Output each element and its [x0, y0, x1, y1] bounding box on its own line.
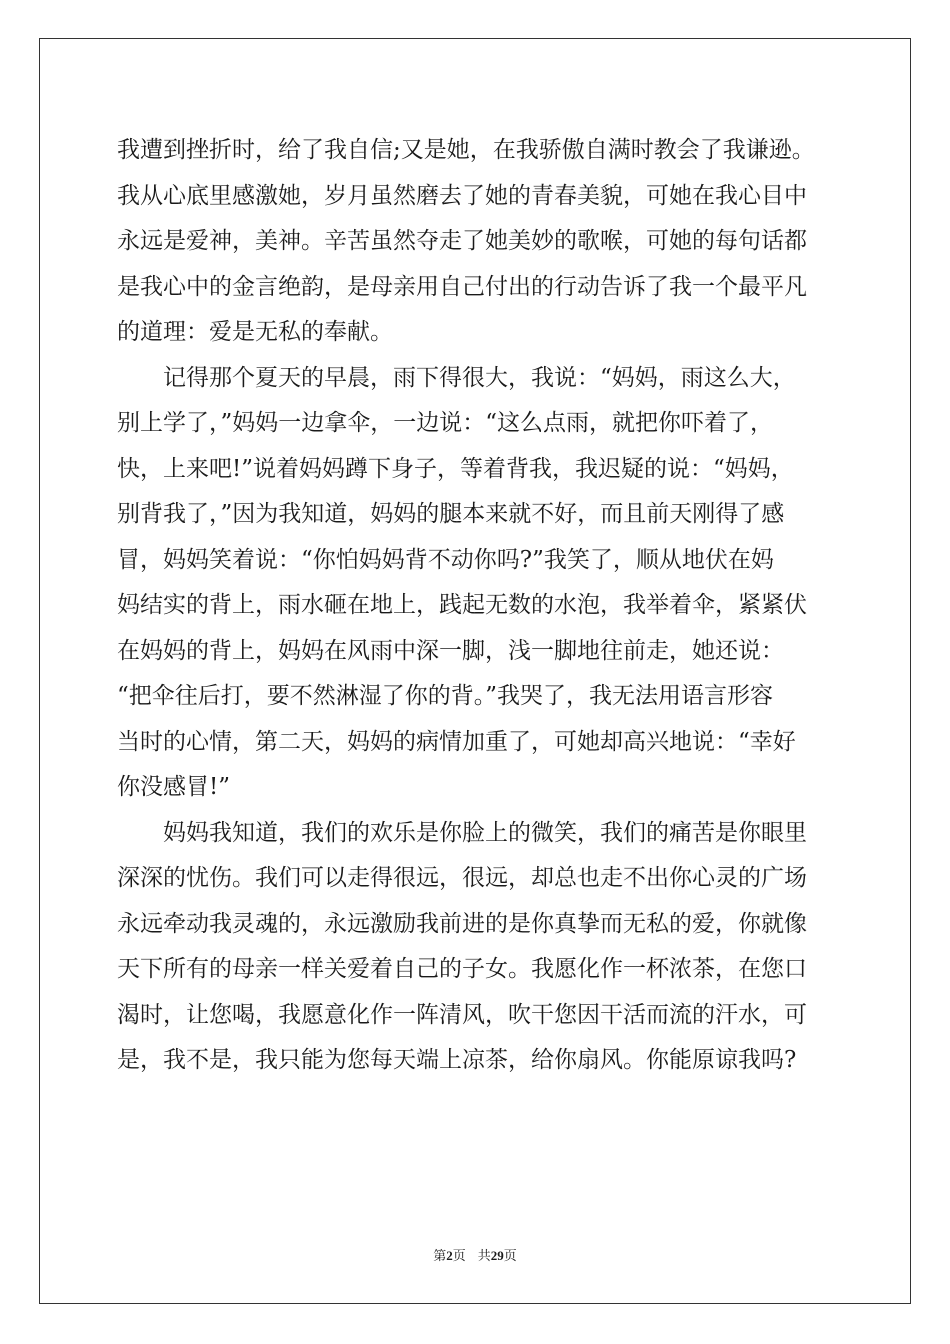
page-suffix: 页	[452, 1249, 466, 1264]
text-line: 当时的心情，第二天，妈妈的病情加重了，可她却高兴地说：“幸好	[117, 728, 796, 755]
text-line: 别背我了，”因为我知道，妈妈的腿本来就不好，而且前天刚得了感	[117, 501, 785, 527]
text-line: 别上学了，”妈妈一边拿伞，一边说：“这么点雨，就把你吓着了，	[117, 410, 774, 436]
text-line: 我从心底里感激她，岁月虽然磨去了她的青春美貌，可她在我心目中	[117, 182, 807, 209]
text-line: 永远牵动我灵魂的，永远激励我前进的是你真挚而无私的爱，你就像	[117, 910, 807, 937]
page-footer	[0, 1247, 950, 1266]
page-number: 2	[446, 1248, 453, 1263]
text-line: 妈结实的背上，雨水砸在地上，践起无数的水泡，我举着伞，紧紧伏	[117, 592, 807, 618]
total-pages: 29	[490, 1248, 504, 1263]
text-line: “把伞往后打，要不然淋湿了你的背。”我哭了，我无法用语言形容	[117, 683, 774, 709]
text-line: 在妈妈的背上，妈妈在风雨中深一脚，浅一脚地往前走，她还说：	[117, 637, 784, 664]
text-line: 天下所有的母亲一样关爱着自己的子女。我愿化作一杯浓茶，在您口	[117, 956, 807, 982]
text-line: 的道理：爱是无私的奉献。	[117, 319, 393, 345]
text-line: 我遭到挫折时，给了我自信;又是她，在我骄傲自满时教会了我谦逊。	[117, 137, 815, 163]
paragraph-start-line: 记得那个夏天的早晨，雨下得很大，我说：“妈妈，雨这么大，	[163, 364, 796, 391]
text-line: 是我心中的金言绝韵，是母亲用自己付出的行动告诉了我一个最平凡	[117, 273, 807, 300]
text-line: 是，我不是，我只能为您每天端上凉茶，给你扇风。你能原谅我吗?	[117, 1047, 797, 1073]
page-prefix: 第	[433, 1249, 447, 1264]
text-line: 冒，妈妈笑着说：“你怕妈妈背不动你吗?”我笑了，顺从地伏在妈	[117, 546, 774, 573]
document-body	[117, 128, 837, 1084]
text-line: 深深的忧伤。我们可以走得很远，很远，却总也走不出你心灵的广场	[117, 865, 807, 891]
text-line: 你没感冒!”	[117, 774, 231, 800]
total-suffix: 页	[503, 1249, 517, 1264]
text-line: 快，上来吧!”说着妈妈蹲下身子，等着背我，我迟疑的说：“妈妈，	[117, 455, 794, 482]
paragraph-start-line: 妈妈我知道，我们的欢乐是你脸上的微笑，我们的痛苦是你眼里	[163, 819, 807, 846]
text-line: 渴时，让您喝，我愿意化作一阵清风，吹干您因干活而流的汗水，可	[117, 1001, 807, 1028]
text-line: 永远是爱神，美神。辛苦虽然夺走了她美妙的歌喉，可她的每句话都	[117, 228, 807, 254]
total-prefix: 共	[477, 1249, 491, 1264]
